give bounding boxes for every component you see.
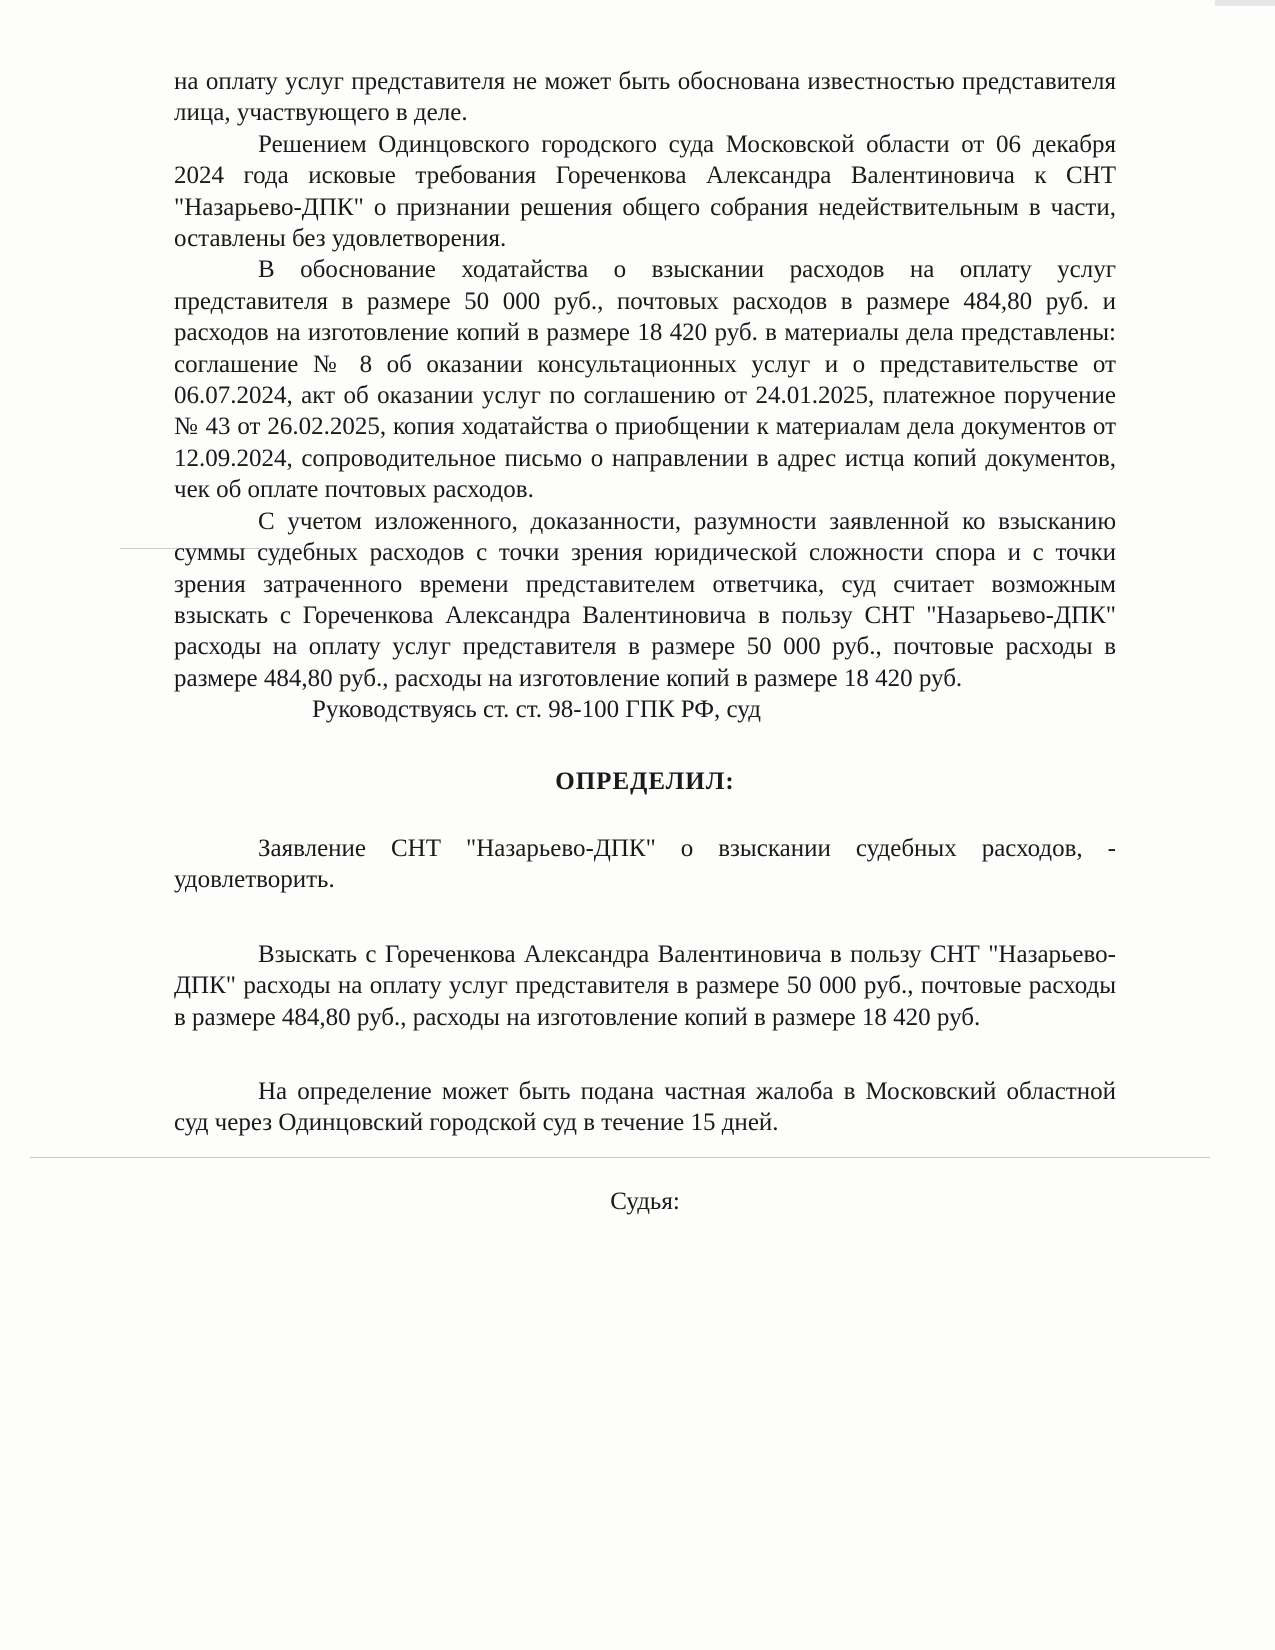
paragraph-continuation: на оплату услуг представителя не может быть обоснована известностью представителя лица, участвующего в деле. [174, 68, 1116, 127]
paragraph-justification: В обоснование ходатайства о взыскании расходов на оплату услуг представителя в размере 50 000 руб., почтовых расходов в размере 484,80 руб. и расходов на изготовление копий в размере 18 420 руб. в материалы дела представлены: соглашение № 8 об оказании консультационных услуг и о представительстве от 06.07.2024, акт об оказании услуг по соглашению от 24.01.2025, платежное поручение № 43 от 26.02.2025, копия ходатайства о приобщении к материалам дела документов от 12.09.2024, сопроводительное письмо о направлении в адрес истца копий документов, чек об оплате почтовых расходов. [174, 256, 1116, 504]
paragraph-legal-basis: Руководствуясь ст. ст. 98-100 ГПК РФ, суд [312, 696, 761, 724]
paragraph-appeal-notice: На определение может быть подана частная жалоба в Московский областной суд через Одинцовский городской суд в течение 15 дней. [174, 1077, 1116, 1137]
ruling-heading: ОПРЕДЕЛИЛ: [555, 767, 735, 795]
judge-signature-label: Судья: [610, 1187, 680, 1215]
paragraph-court-decision: Решением Одинцовского городского суда Московской области от 06 декабря 2024 года исковые требования Гореченкова Александра Валентиновича к СНТ "Назарьево-ДПК" о признании решения общего собрания недействительным в части, оставлены без удовлетворения. [174, 130, 1116, 253]
paragraph-conclusion: С учетом изложенного, доказанности, разумности заявленной ко взысканию суммы судебных расходов с точки зрения юридической сложности спора и с точки зрения затраченного времени представителем ответчика, суд считает возможным взыскать с Гореченкова Александра Валентиновича в пользу СНТ "Назарьево-ДПК" расходы на оплату услуг представителя в размере 50 000 руб., почтовые расходы в размере 484,80 руб., расходы на изготовление копий в размере 18 420 руб. [174, 507, 1116, 692]
document-body [174, 66, 1116, 1242]
paragraph-recover-costs: Взыскать с Гореченкова Александра Валентиновича в пользу СНТ "Назарьево-ДПК" расходы на оплату услуг представителя в размере 50 000 руб., почтовые расходы в размере 484,80 руб., расходы на изготовление копий в размере 18 420 руб. [174, 940, 1116, 1031]
scan-artifact [1215, 0, 1275, 6]
paragraph-grant-application: Заявление СНТ "Назарьево-ДПК" о взыскании судебных расходов, - удовлетворить. [174, 834, 1116, 894]
